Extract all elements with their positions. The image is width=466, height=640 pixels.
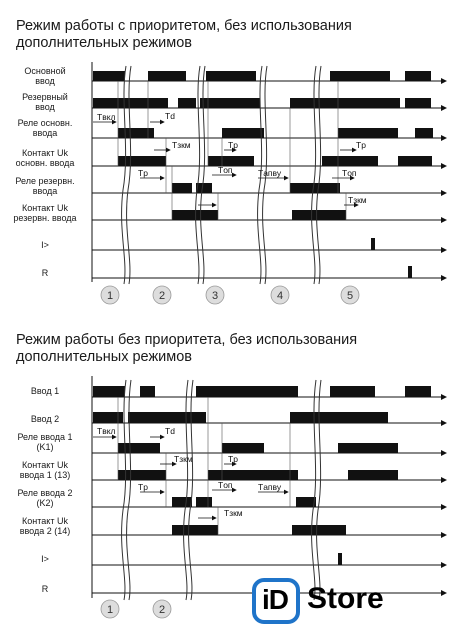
logo-frame xyxy=(252,578,300,624)
d1-stage-markers xyxy=(101,286,359,304)
d1-label-tr: Tр xyxy=(138,168,148,178)
d1-pulse xyxy=(290,98,400,108)
d1-pulse xyxy=(405,98,431,108)
d1-pulse xyxy=(415,128,433,138)
logo-id-text: iD xyxy=(262,584,288,615)
d1-pulse xyxy=(200,98,260,108)
d1-pulse xyxy=(292,210,346,220)
d2-row-label-input1: Ввод 1 xyxy=(30,386,60,396)
d1-label-tzkm: Tзкм xyxy=(172,140,191,150)
diagram1 xyxy=(92,62,446,304)
d1-baselines xyxy=(92,81,446,278)
d1-pulse xyxy=(398,156,432,166)
d2-label-top: Tоп xyxy=(218,480,233,490)
logo-store-text: Store xyxy=(307,582,384,615)
d2-stage-number: 1 xyxy=(106,604,114,616)
d2-row-label-contact1: Контакт Uk ввода 1 (13) xyxy=(19,460,71,480)
d1-label-tr: Tр xyxy=(228,140,238,150)
diagram2-title: Режим работы без приоритета, без использования дополнительных режимов xyxy=(16,332,358,365)
d2-pulse xyxy=(208,470,298,480)
diagram1-title: Режим работы с приоритетом, без использования дополнительных режимов xyxy=(16,18,352,51)
d1-main-contact-pulses xyxy=(118,156,432,166)
d2-pulse xyxy=(348,470,398,480)
d2-pulse xyxy=(330,386,375,397)
d1-row-label-main-relay: Реле основн. ввода xyxy=(17,118,73,138)
d1-pulse xyxy=(405,71,431,81)
d1-label-tzkm: Tзкм xyxy=(348,195,367,205)
d1-label-td: Td xyxy=(165,111,175,121)
idstore-logo xyxy=(252,578,384,624)
d1-stage-number: 1 xyxy=(106,290,114,302)
d2-row-label-overcurrent: I> xyxy=(41,554,49,564)
d2-row-label-input2: Ввод 2 xyxy=(30,414,60,424)
d1-pulse xyxy=(118,128,154,138)
d2-pulse xyxy=(93,386,125,397)
d1-pulse xyxy=(93,98,168,108)
d1-row-label-overcurrent: I> xyxy=(41,240,49,250)
d2-pulse xyxy=(93,412,123,423)
d1-overcurrent-spike xyxy=(371,238,375,250)
d1-reserve-contact-pulses xyxy=(172,210,346,220)
d1-row-label-reserve-contact: Контакт Uk резервн. ввода xyxy=(13,203,77,223)
d2-relay2-pulses xyxy=(172,497,316,507)
d1-pulse xyxy=(222,128,264,138)
d1-row-label-main-input: Основной ввод xyxy=(24,66,66,86)
d1-label-top: Tоп xyxy=(218,165,233,175)
d1-pulse xyxy=(196,183,212,193)
d2-row-label-reset: R xyxy=(41,584,49,594)
d2-stage-markers xyxy=(101,600,171,618)
d2-contact2-pulses xyxy=(172,525,346,535)
d1-pulse xyxy=(290,183,340,193)
d2-contact1-pulses xyxy=(118,470,398,480)
d2-pulse xyxy=(196,386,298,397)
d1-pulse xyxy=(178,98,196,108)
d1-pulse xyxy=(338,128,398,138)
d2-input2-pulses xyxy=(93,412,388,423)
d2-label-tr: Tр xyxy=(138,482,148,492)
d2-pulse xyxy=(290,412,388,423)
d1-row-label-reset: R xyxy=(41,268,49,278)
d1-label-tapvu: Tапву xyxy=(258,168,282,178)
d1-main-input-pulses xyxy=(93,71,431,81)
d2-stage-number: 2 xyxy=(158,604,166,616)
d2-row-label-relay1: Реле ввода 1 (K1) xyxy=(17,432,73,452)
d2-overcurrent-spike xyxy=(338,553,342,565)
d1-reset-spike xyxy=(408,266,412,278)
d1-pulse xyxy=(172,183,192,193)
d2-pulse xyxy=(172,497,192,507)
d2-relay1-pulses xyxy=(118,443,398,453)
d2-pulse xyxy=(296,497,316,507)
d2-pulse xyxy=(128,412,206,423)
d2-label-tvkl: Tвкл xyxy=(97,426,116,436)
d1-break xyxy=(196,66,200,284)
d2-pulse xyxy=(222,443,264,453)
d1-stage-number: 2 xyxy=(158,290,166,302)
d1-label-tr: Tр xyxy=(356,140,366,150)
d1-pulse xyxy=(322,156,378,166)
d1-pulse xyxy=(148,71,186,81)
d1-stage-number: 5 xyxy=(346,290,354,302)
d2-input1-pulses xyxy=(93,386,431,397)
d1-row-label-reserve-input: Резервный ввод xyxy=(22,92,68,112)
d1-main-relay-pulses xyxy=(118,128,433,138)
d2-label-td: Td xyxy=(165,426,175,436)
d1-stage-number: 4 xyxy=(276,290,284,302)
d2-label-tapvu: Tапву xyxy=(258,482,282,492)
d1-label-top: Tоп xyxy=(342,168,357,178)
d1-row-label-main-contact: Контакт Uk основн. ввода xyxy=(15,148,75,168)
d2-pulse xyxy=(338,443,398,453)
d2-pulse xyxy=(118,443,160,453)
d1-pulse xyxy=(206,71,256,81)
d2-pulse xyxy=(405,386,431,397)
d1-label-tvkl: Tвкл xyxy=(97,112,116,122)
d2-pulse xyxy=(196,497,212,507)
d1-pulse xyxy=(330,71,390,81)
d1-pulse xyxy=(93,71,125,81)
d2-pulse xyxy=(140,386,155,397)
d2-pulse xyxy=(172,525,218,535)
d2-row-label-relay2: Реле ввода 2 (K2) xyxy=(17,488,73,508)
d2-label-tzkm: Tзкм xyxy=(174,454,193,464)
d2-label-tr: Tр xyxy=(228,454,238,464)
d2-row-label-contact2: Контакт Uk ввода 2 (14) xyxy=(19,516,71,536)
d1-row-label-reserve-relay: Реле резервн. ввода xyxy=(15,176,75,196)
d1-stage-number: 3 xyxy=(211,290,219,302)
d2-label-tzkm: Tзкм xyxy=(224,508,243,518)
d2-baselines xyxy=(92,397,446,593)
d1-reserve-input-pulses xyxy=(93,98,431,108)
d2-pulse xyxy=(292,525,346,535)
d1-pulse xyxy=(172,210,218,220)
